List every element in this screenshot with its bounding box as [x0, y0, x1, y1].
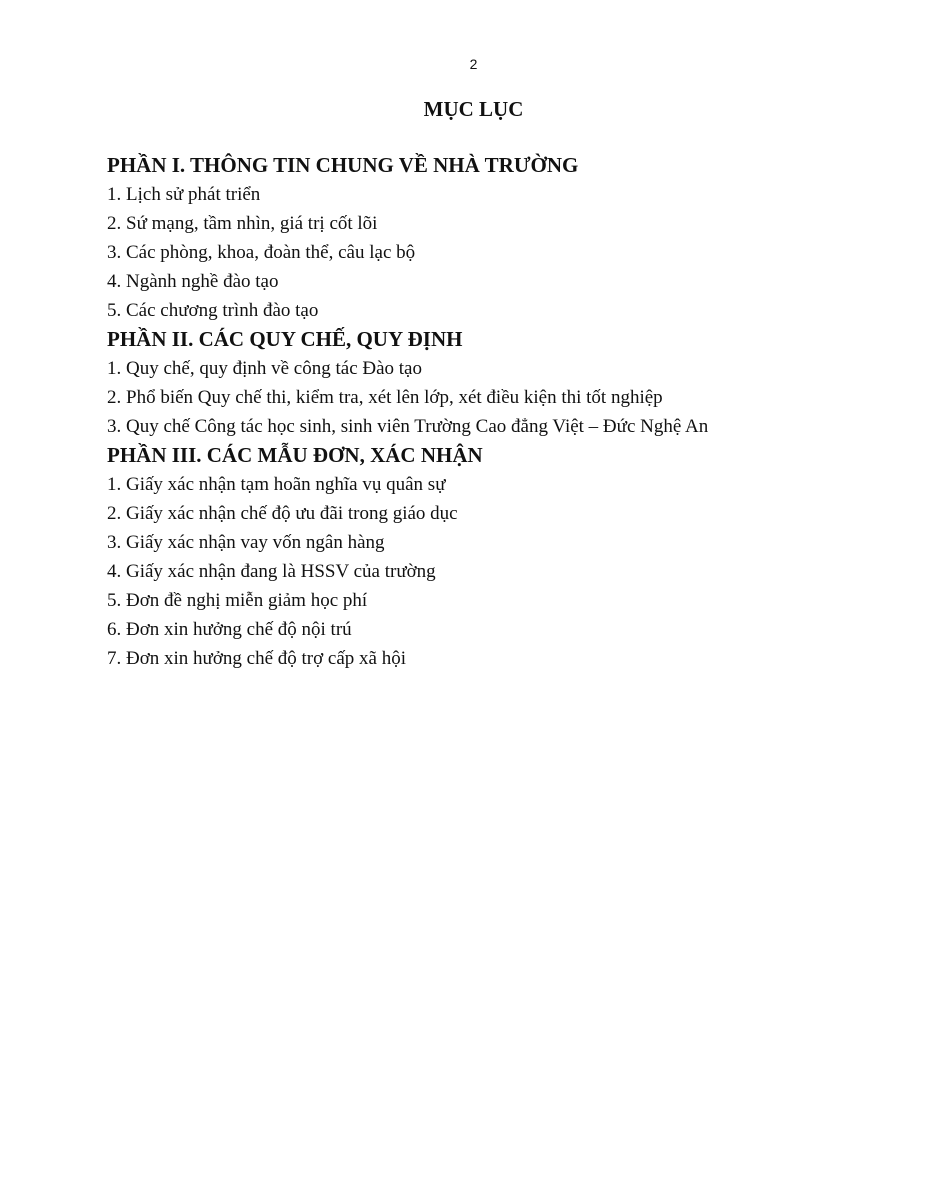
toc-entry[interactable]: 2. Sứ mạng, tầm nhìn, giá trị cốt lõi: [107, 213, 378, 234]
page-number: 2: [469, 56, 478, 72]
section-heading[interactable]: PHẦN I. THÔNG TIN CHUNG VỀ NHÀ TRƯỜNG: [107, 153, 579, 177]
table-of-contents: [107, 151, 907, 673]
section-heading[interactable]: PHẦN III. CÁC MẪU ĐƠN, XÁC NHẬN: [107, 443, 483, 467]
toc-entry[interactable]: 4. Ngành nghề đào tạo: [107, 271, 279, 292]
toc-section-1: [107, 151, 907, 325]
toc-section-2: [107, 325, 907, 441]
toc-title: MỤC LỤC: [423, 97, 524, 121]
toc-section-3: [107, 441, 907, 673]
toc-entry[interactable]: 3. Quy chế Công tác học sinh, sinh viên Trường Cao đẳng Việt – Đức Nghệ An: [107, 416, 709, 437]
toc-entry[interactable]: 1. Giấy xác nhận tạm hoãn nghĩa vụ quân sự: [107, 474, 446, 495]
toc-entry[interactable]: 6. Đơn xin hưởng chế độ nội trú: [107, 619, 352, 640]
toc-entry[interactable]: 5. Đơn đề nghị miễn giảm học phí: [107, 590, 368, 611]
section-heading[interactable]: PHẦN II. CÁC QUY CHẾ, QUY ĐỊNH: [107, 327, 463, 351]
toc-entry[interactable]: 5. Các chương trình đào tạo: [107, 300, 319, 321]
toc-entry[interactable]: 7. Đơn xin hưởng chế độ trợ cấp xã hội: [107, 648, 406, 669]
toc-entry[interactable]: 1. Quy chế, quy định về công tác Đào tạo: [107, 358, 422, 379]
toc-entry[interactable]: 3. Giấy xác nhận vay vốn ngân hàng: [107, 532, 385, 553]
toc-entry[interactable]: 4. Giấy xác nhận đang là HSSV của trường: [107, 561, 436, 582]
toc-entry[interactable]: 3. Các phòng, khoa, đoàn thể, câu lạc bộ: [107, 242, 416, 263]
toc-entry[interactable]: 1. Lịch sử phát triển: [107, 184, 261, 205]
toc-entry[interactable]: 2. Giấy xác nhận chế độ ưu đãi trong giáo dục: [107, 503, 458, 524]
toc-entry[interactable]: 2. Phổ biến Quy chế thi, kiểm tra, xét lên lớp, xét điều kiện thi tốt nghiệp: [107, 387, 663, 408]
